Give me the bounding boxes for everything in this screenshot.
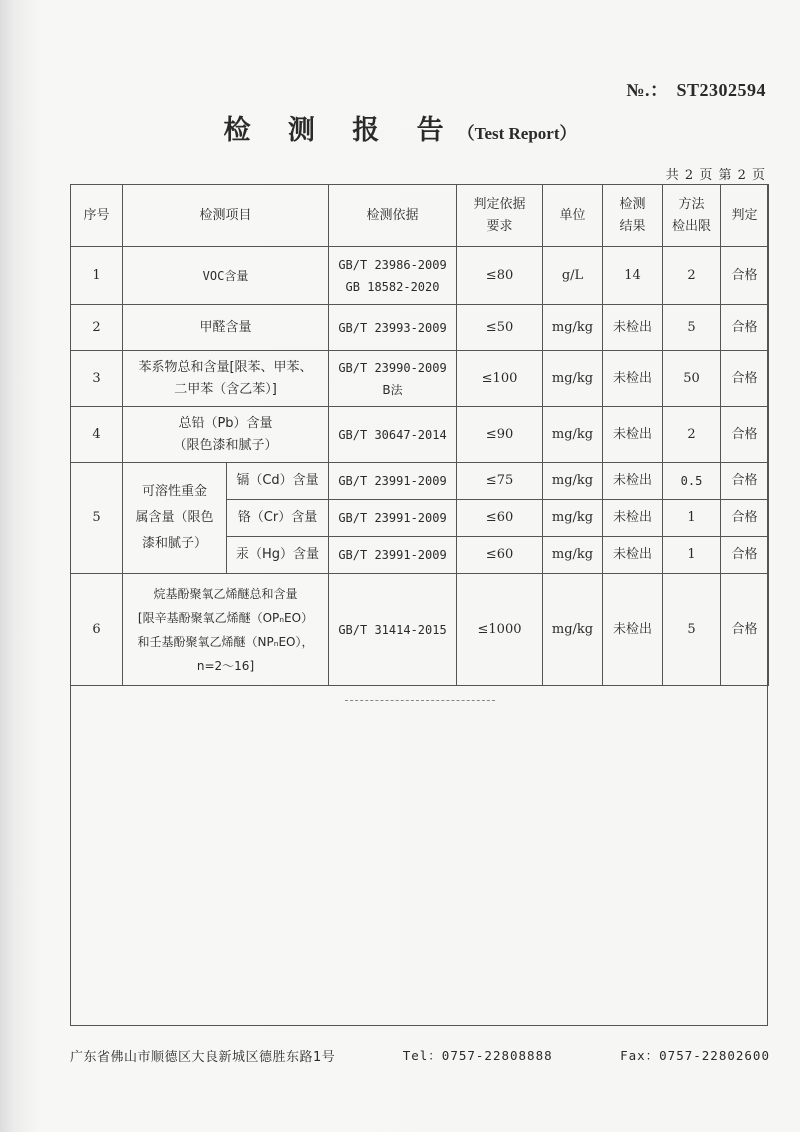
cell-limit: 1 bbox=[663, 500, 721, 537]
cell-limit: 5 bbox=[663, 574, 721, 686]
cell-seq: 1 bbox=[71, 247, 123, 305]
table-row bbox=[71, 305, 769, 351]
cell-unit: g/L bbox=[543, 247, 603, 305]
header-limit bbox=[663, 185, 721, 247]
cell-seq: 2 bbox=[71, 305, 123, 351]
cell-result: 未检出 bbox=[603, 407, 663, 463]
cell-group-line1: 可溶性重金 bbox=[141, 484, 207, 499]
cell-item-line2: [限辛基酚聚氧乙烯醚（OPₙEO） bbox=[137, 610, 314, 625]
cell-basis bbox=[329, 351, 457, 407]
page-title bbox=[0, 108, 800, 147]
cell-verdict: 合格 bbox=[721, 537, 769, 574]
header-result-line2: 结果 bbox=[619, 218, 646, 234]
cell-result: 未检出 bbox=[603, 574, 663, 686]
table-row bbox=[71, 463, 769, 500]
cell-limit: 2 bbox=[663, 407, 721, 463]
cell-basis: GB/T 31414-2015 bbox=[329, 574, 457, 686]
cell-seq: 5 bbox=[71, 463, 123, 574]
cell-sub-item: 镉（Cd）含量 bbox=[227, 463, 329, 500]
cell-seq: 6 bbox=[71, 574, 123, 686]
cell-requirement: ≤80 bbox=[457, 247, 543, 305]
cell-unit: mg/kg bbox=[543, 407, 603, 463]
cell-requirement: ≤1000 bbox=[457, 574, 543, 686]
cell-verdict: 合格 bbox=[721, 247, 769, 305]
cell-verdict: 合格 bbox=[721, 305, 769, 351]
results-table bbox=[70, 184, 769, 686]
cell-group-line2: 属含量（限色 bbox=[135, 510, 214, 525]
cell-item-line4: n=2～16] bbox=[196, 658, 255, 673]
cell-item-line3: 和壬基酚聚氧乙烯醚（NPₙEO）， bbox=[137, 634, 314, 649]
table-header-row bbox=[71, 185, 769, 247]
header-seq: 序号 bbox=[71, 185, 123, 247]
header-limit-line1: 方法 bbox=[678, 196, 705, 212]
header-requirement-line2: 要求 bbox=[486, 218, 513, 234]
cell-basis bbox=[329, 247, 457, 305]
cell-limit: 5 bbox=[663, 305, 721, 351]
cell-basis: GB/T 30647-2014 bbox=[329, 407, 457, 463]
header-requirement bbox=[457, 185, 543, 247]
report-number-label: №.： bbox=[626, 80, 669, 100]
header-basis: 检测依据 bbox=[329, 185, 457, 247]
header-unit: 单位 bbox=[543, 185, 603, 247]
cell-unit: mg/kg bbox=[543, 537, 603, 574]
cell-item bbox=[123, 351, 329, 407]
cell-verdict: 合格 bbox=[721, 500, 769, 537]
title-english: （Test Report） bbox=[457, 124, 577, 143]
cell-requirement: ≤50 bbox=[457, 305, 543, 351]
cell-sub-item: 铬（Cr）含量 bbox=[227, 500, 329, 537]
cell-item-line2: 二甲苯（含乙苯）] bbox=[174, 381, 277, 397]
cell-result: 未检出 bbox=[603, 463, 663, 500]
cell-limit: 50 bbox=[663, 351, 721, 407]
footer bbox=[70, 1046, 770, 1065]
header-result bbox=[603, 185, 663, 247]
cell-seq: 4 bbox=[71, 407, 123, 463]
cell-item: VOC含量 bbox=[123, 247, 329, 305]
cell-unit: mg/kg bbox=[543, 574, 603, 686]
cell-requirement: ≤60 bbox=[457, 537, 543, 574]
cell-basis: GB/T 23991-2009 bbox=[329, 500, 457, 537]
footer-fax: Fax：0757-22802600 bbox=[620, 1048, 770, 1063]
cell-limit: 2 bbox=[663, 247, 721, 305]
cell-basis-line2: B法 bbox=[382, 382, 403, 397]
cell-result: 14 bbox=[603, 247, 663, 305]
cell-basis: GB/T 23993-2009 bbox=[329, 305, 457, 351]
cell-requirement: ≤60 bbox=[457, 500, 543, 537]
cell-item-line1: 总铅（Pb）含量 bbox=[178, 415, 273, 431]
cell-group bbox=[123, 463, 227, 574]
cell-group-line3: 漆和腻子） bbox=[141, 536, 207, 551]
cell-verdict: 合格 bbox=[721, 463, 769, 500]
cell-basis-line1: GB/T 23986-2009 bbox=[338, 257, 447, 272]
cell-item bbox=[123, 407, 329, 463]
cell-result: 未检出 bbox=[603, 500, 663, 537]
cell-result: 未检出 bbox=[603, 537, 663, 574]
table-row bbox=[71, 574, 769, 686]
cell-item: 甲醛含量 bbox=[123, 305, 329, 351]
cell-item-line1: 苯系物总和含量[限苯、甲苯、 bbox=[138, 359, 313, 375]
cell-unit: mg/kg bbox=[543, 463, 603, 500]
cell-basis: GB/T 23991-2009 bbox=[329, 463, 457, 500]
cell-requirement: ≤100 bbox=[457, 351, 543, 407]
header-result-line1: 检测 bbox=[619, 196, 646, 212]
header-verdict: 判定 bbox=[721, 185, 769, 247]
cell-basis: GB/T 23991-2009 bbox=[329, 537, 457, 574]
header-item: 检测项目 bbox=[123, 185, 329, 247]
cell-verdict: 合格 bbox=[721, 351, 769, 407]
cell-item bbox=[123, 574, 329, 686]
table-row bbox=[71, 247, 769, 305]
footer-tel: Tel：0757-22808888 bbox=[402, 1048, 553, 1063]
cell-requirement: ≤90 bbox=[457, 407, 543, 463]
report-number bbox=[626, 76, 766, 102]
cell-sub-item: 汞（Hg）含量 bbox=[227, 537, 329, 574]
cell-basis-line2: GB 18582-2020 bbox=[345, 279, 440, 294]
cell-limit: 1 bbox=[663, 537, 721, 574]
cell-limit: 0.5 bbox=[663, 463, 721, 500]
cell-item-line2: （限色漆和腻子） bbox=[173, 437, 278, 453]
title-chinese: 检 测 报 告 bbox=[223, 115, 458, 146]
cell-unit: mg/kg bbox=[543, 500, 603, 537]
cell-item-line1: 烷基酚聚氧乙烯醚总和含量 bbox=[153, 586, 298, 601]
cell-unit: mg/kg bbox=[543, 305, 603, 351]
page-count: 共 2 页 第 2 页 bbox=[665, 168, 766, 183]
header-requirement-line1: 判定依据 bbox=[473, 196, 526, 212]
table-row bbox=[71, 407, 769, 463]
cell-verdict: 合格 bbox=[721, 574, 769, 686]
cell-result: 未检出 bbox=[603, 351, 663, 407]
cell-result: 未检出 bbox=[603, 305, 663, 351]
cell-basis-line1: GB/T 23990-2009 bbox=[338, 360, 447, 375]
footer-address: 广东省佛山市顺德区大良新城区德胜东路1号 bbox=[70, 1050, 336, 1065]
cell-requirement: ≤75 bbox=[457, 463, 543, 500]
header-limit-line2: 检出限 bbox=[672, 218, 712, 234]
end-of-table-line bbox=[345, 700, 495, 701]
cell-verdict: 合格 bbox=[721, 407, 769, 463]
cell-seq: 3 bbox=[71, 351, 123, 407]
table-row bbox=[71, 351, 769, 407]
cell-unit: mg/kg bbox=[543, 351, 603, 407]
report-number-value: ST2302594 bbox=[676, 80, 766, 100]
